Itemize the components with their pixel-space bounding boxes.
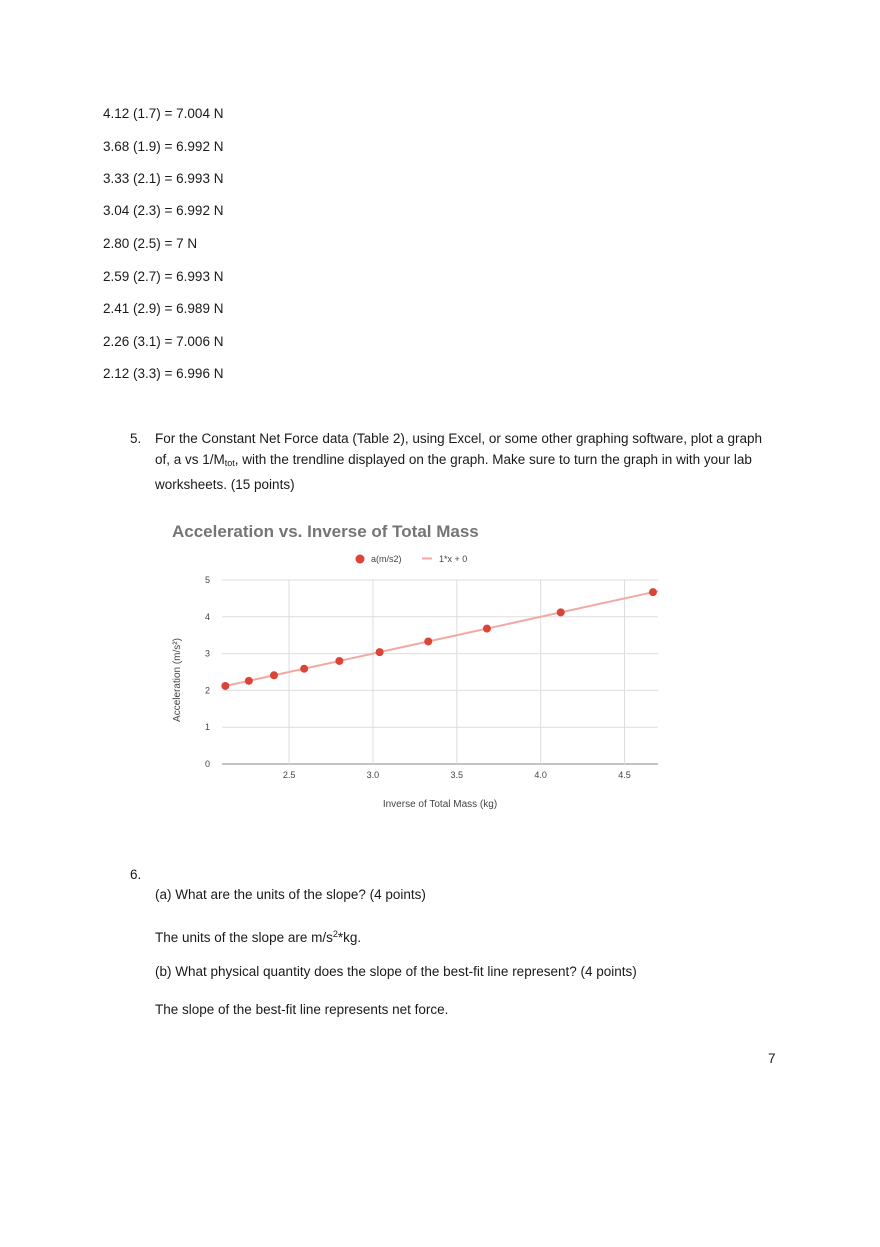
answer-6a: The units of the slope are $m/s^2*kg$.: [155, 929, 362, 945]
page-number: 7: [768, 1051, 776, 1066]
data-point: [376, 648, 384, 656]
question-6a: (a) What are the units of the slope? (4 points): [155, 887, 426, 902]
y-tick-label: 0: [204, 759, 210, 769]
legend-point-marker: [356, 555, 365, 564]
y-axis-label: Acceleration (m/s²): [172, 638, 183, 722]
question-6b: (b) What physical quantity does the slope of the best-fit line represent? (4 points): [155, 964, 637, 979]
data-point: [424, 637, 432, 645]
y-tick-label: 1: [204, 722, 210, 733]
question-5-text: For the Constant Net Force data (Table 2), using Excel, or some other graphing software, plot a graph of, a vs $1/M_{tot}$, with the trendline displayed on the graph. Make sure to turn the graph in with your lab worksheets. (15 points): [155, 431, 763, 492]
y-tick-label: 2: [204, 685, 210, 696]
data-point: [335, 657, 343, 665]
calc-line: 4.12 (1.7) = 7.004 N: [103, 106, 224, 121]
data-point: [300, 665, 308, 673]
x-tick-label: 4.0: [534, 770, 547, 780]
chart-legend: [356, 554, 468, 564]
calc-line: 2.80 (2.5) = 7 N: [103, 236, 198, 251]
data-point: [557, 608, 565, 616]
x-tick-label: 2.5: [282, 770, 296, 780]
calc-line: 2.41 (2.9) = 6.989 N: [103, 301, 224, 316]
calc-line: 2.59 (2.7) = 6.993 N: [103, 269, 224, 284]
chart: [160, 510, 680, 820]
trendline: [222, 591, 658, 687]
data-point: [649, 588, 657, 596]
legend-series-label: a(m/s2): [371, 554, 402, 564]
x-tick-label: 3.0: [366, 770, 380, 780]
legend-trendline-label: 1*x + 0: [439, 554, 468, 564]
answer-6b: The slope of the best-fit line represents net force.: [155, 1002, 449, 1017]
calc-line: 3.68 (1.9) = 6.992 N: [103, 139, 224, 154]
chart-title: Acceleration vs. Inverse of Total Mass: [172, 522, 479, 541]
data-point: [245, 677, 253, 685]
calc-line: 3.04 (2.3) = 6.992 N: [103, 203, 224, 218]
x-tick-label: 4.5: [618, 770, 631, 780]
y-tick-label: 5: [204, 575, 210, 585]
y-tick-label: 4: [204, 611, 210, 622]
calc-line: 3.33 (2.1) = 6.993 N: [103, 171, 224, 186]
data-point: [270, 671, 278, 679]
calc-line: 2.26 (3.1) = 7.006 N: [103, 334, 224, 349]
x-tick-label: 3.5: [450, 770, 464, 780]
calc-line: 2.12 (3.3) = 6.996 N: [103, 366, 224, 381]
question-5-number: 5.: [130, 431, 142, 446]
y-tick-label: 3: [204, 648, 210, 659]
question-6-number: 6.: [130, 867, 142, 882]
x-axis-label: Inverse of Total Mass (kg): [382, 799, 498, 810]
data-point: [483, 625, 491, 633]
data-point: [221, 682, 229, 690]
